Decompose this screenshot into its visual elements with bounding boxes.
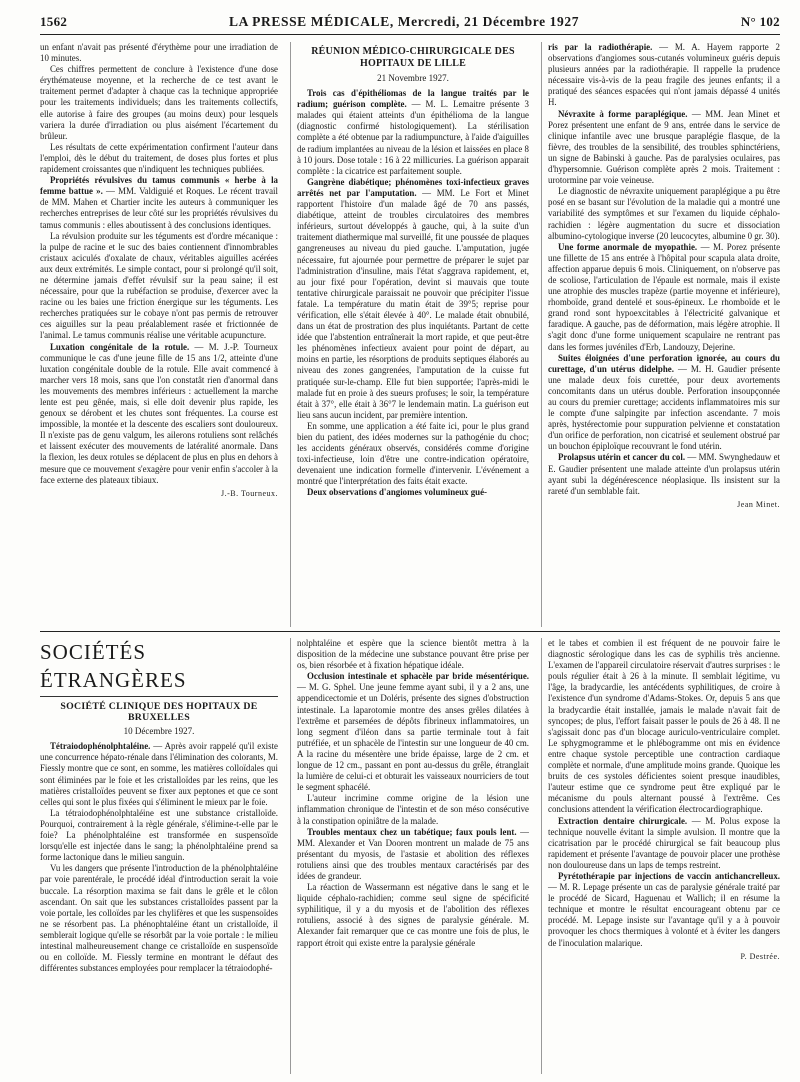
top-column-2 (290, 42, 529, 627)
top-column-1 (40, 42, 278, 627)
paragraph (297, 671, 529, 793)
paragraph (40, 175, 278, 230)
paragraph-text: Ces chiffres permettent de conclure à l'existence d'une dose érythémateuse moyenne, et la recherche de ce test avant le traitement permet d'adapter à chaque cas la technique appropriée pour les traitements individuels; dans les traitements collectifs, elle autorise à faire des groupes (au moins deux) pour lesquels variera la durée d'irradiation ou plus aisément l'écartement du brûleur. (40, 64, 278, 141)
paragraph (40, 64, 278, 142)
paragraph (297, 421, 529, 488)
top-column-3 (541, 42, 780, 627)
paragraph (40, 342, 278, 486)
journal-title: LA PRESSE MÉDICALE, Mercredi, 21 Décembre 1927 (228, 14, 580, 29)
newspaper-page (40, 14, 780, 1074)
paragraph-text: La réaction de Wassermann est négative dans le sang et le liquide céphalo-rachidien; comme seul signe de spécificité syphilitique, il y a du myosis et de l'abolition des réflexes rotuliens, associé à des signes de paralysie générale. M. Alexander fait remarquer que ce cas montre une fois de plus, le rapport étroit qui existe entre la paralysie générale (297, 882, 529, 948)
paragraph (40, 42, 278, 64)
paragraph (548, 452, 780, 496)
paragraph (40, 142, 278, 175)
paragraph-title: Une forme anormale de myopathie. (558, 241, 698, 252)
paragraph (297, 177, 529, 421)
paragraph (297, 827, 529, 882)
paragraph-text: — M. A. Hayem rapporte 2 observations d'angiomes sous-cutanés volumineux guéris depuis plusieurs années par la radiothérapie. Il rappelle la prudence nécessaire vis-à-vis de la peau fragile des jeunes enfants; il a pratiqué des séances espacées qui n'ont jamais dépassé 4 unités H. (548, 42, 780, 108)
top-columns (40, 42, 780, 627)
bottom-column-1 (40, 638, 278, 1074)
paragraph-text: — MM. Jean Minet et Porez présentent une enfant de 9 ans, entrée dans le service de clinique infantile avec une brusque paraplégie flasque, de la fièvre, des troubles de la sensibilité, des troubles sphinctériens, un signe de Babinski à gauche. Pas de paralysies oculaires, pas d'hypersomnie. Guérison complète après 2 mois. Traitement : urotormine par voie veineuse. (548, 108, 780, 186)
issue-number: N° 102 (740, 14, 780, 29)
paragraph-text: nolphtaléine et espère que la science bientôt mettra à la disposition de la médecine une substance pouvant être prise per os, bien résorbée et à fixation hépatique idéale. (297, 638, 529, 671)
paragraph (548, 186, 780, 241)
paragraph-title: Suites éloignées d'une perforation ignorée, au cours du curettage, d'un utérus didelphe. (548, 352, 780, 374)
paragraph-title: Névraxite à forme paraplégique. (558, 108, 688, 119)
paragraph-text: — M. R. Lepage présente un cas de paralysie générale traité par le procédé de Sicard, Haguenau et Wallich; il en résume la technique et montre le résultat encourageant obtenu par ce procédé. M. Lepage insiste sur l'avantage qu'il y a à pouvoir provoquer les chocs thermiques à volonté et à éviter les dangers de l'inoculation malarique. (548, 882, 780, 948)
bottom-column-2 (290, 638, 529, 1074)
paragraph (40, 808, 278, 863)
paragraph-text: — M. J.-P. Tourneux communique le cas d'une jeune fille de 15 ans 1/2, atteinte d'une luxation congénitale double de la rotule. Elle avait commencé à marcher vers 18 mois, sans que l'on constatât rien d'anormal dans les mouvements des membres inférieurs : actuellement la marche lente est peu gênée, mais, si elle doit devenir plus rapide, les genoux se dérobent et les chutes sont fréquentes. La course est impossible, la montée et la descente des escaliers sont douloureux. Il n'existe pas de genu valgum, les ailerons rotuliens sont relâchés et laissent exécuter des mouvements de latéralité anormale. Dans la flexion, les deux rotules se déplacent de plus en plus en dehors à mesure que ce mouvement s'exagère pour venir enfin s'accoler à la face externe des plateaux tibiaux. (40, 341, 278, 485)
paragraph-title: Gangrène diabétique; phénomènes toxi-infectieux graves arrêtés net par l'amputation. (297, 176, 529, 198)
paragraph-text: En somme, une application a été faite ici, pour le plus grand bien du patient, des idées modernes sur la pathogénie du choc; les accidents généraux observés, considérés comme d'origine toxi-infectieuse, loin d'être une contre-indication opératoire, devenaient une indication formelle d'intervenir. L'événement a montré que l'interprétation des faits était exacte. (297, 420, 529, 487)
paragraph-text: un enfant n'avait pas présenté d'érythème pour une irradiation de 10 minutes. (40, 42, 278, 64)
paragraph-title: Occlusion intestinale et sphacèle par bride mésentérique. (307, 671, 529, 682)
paragraph-text: La révulsion produite sur les téguments est d'ordre mécanique : la pulpe de racine et le suc des baies contiennent d'innombrables cristaux aciculés d'oxalate de chaux, véritables aiguilles acérées aux deux extrémités. Le simple contact, pour si prolongé qu'il soit, ne détermine jamais d'effet révulsif sur la peau saine; il est nécessaire, pour que la rubéfaction se produise, d'exercer avec la racine ou les baies une friction énergique sur les téguments. Les recherches pratiquées sur le cobaye n'ont pas permis de retrouver ces aiguilles sur la peau préalablement rasée et frictionnée de l'animal. Le tamus communis réalise une véritable acupuncture. (40, 230, 278, 341)
paragraph-title: Luxation congénitale de la rotule. (50, 341, 190, 352)
paragraph-text: — M. H. Gaudier présente une malade deux fois curettée, pour deux avortements concomitants dans un utérus double. Perforation insoupçonnée au cours du premier curettage; accidents inflammatoires mis sur le compte d'une salpingite par infection ascendante. 7 mois après, hystérectomie pour suppuration pelvienne et constatation d'un orifice de perforation, non cicatrisé et seulement obstrué par un bouchon épiploïque recouvrant le fond utérin. (548, 363, 780, 452)
paragraph-text: et le tabes et combien il est fréquent de ne pouvoir faire le diagnostic sérologique dans les cas de syphilis très ancienne. L'examen de l'appareil circulatoire réservait d'autres surprises : le pouls régulier était à 26 à la minute. Il semblait légitime, vu l'âge, la bradycardie, les antécédents syphilitiques, de croire à l'existence d'un syndrome d'Adams-Stokes. Or, depuis 5 ans que la bradycardie était installée, jamais le malade n'avait fait de syncopes; de plus, l'effort faisait passer le pouls de 26 à 48. Il ne s'agissait donc pas d'un blocage auriculo-ventriculaire complet. Le sphygmogramme et le phlébogramme ont mis en évidence entre chaque systole perceptible une contraction cardiaque complète et normale, d'une amplitude moins grande. Quoique les bruits de ces systoles déficientes soient presque inaudibles, l'auteur estime que ce syndrome peut être expliqué par le mécanisme du pouls alternant poussé à l'extrême. Ces conclusions attendent la vérification électrocardiographique. (548, 638, 780, 815)
paragraph (40, 863, 278, 974)
paragraph-text: La tétraiodophénolphtaléine est une substance cristalloïde. Pourquoi, contrairement à la règle générale, s'élimine-t-elle par le foie? La phénolphtaléine est transformée en suspensoïde lorsqu'elle est injectée dans le sang; la phénolphtaléine prend sa forme lactonique dans le milieu sanguin. (40, 807, 278, 863)
paragraph (297, 638, 529, 671)
paragraph-text: — MM. Valdiguié et Roques. Le récent travail de MM. Mahen et Chartier incite les auteurs à communiquer les recherches entreprises de leur côté sur les propriétés révulsives du tamus communis : elles aboutissent à des conclusions identiques. (40, 186, 278, 230)
paragraph-text: — MM. Swynghedauw et E. Gaudier présentent une malade atteinte d'un prolapsus utérin ayant subi la dégénérescence néoplasique. Ils insistent sur la rareté d'un semblable fait. (548, 452, 780, 496)
paragraph-text: — M. Porez présente une fillette de 15 ans entrée à l'hôpital pour scapula alata droite, affection apparue depuis 6 mois. Cliniquement, on n'observe pas de scoliose, l'articulation de l'épaule est normale, mais il existe une atrophie des muscles trapèze (partie moyenne et inférieure), rhomboïde, grand dentelé et sous-épineux. Le rhomboïde et le grand rond sont hypoexcitables à l'électricité galvanique et faradique. A gauche, pas de déformation, mais légère atrophie. Il s'agit donc d'une forme uniquement scapulaire ne rentrant pas dans les formes juvéniles d'Erb, Landouzy, Dejerine. (548, 241, 780, 352)
author-signature: P. Destrée. (740, 951, 780, 961)
paragraph (40, 231, 278, 342)
foreign-societies-heading: SOCIÉTÉS ÉTRANGÈRES (40, 638, 278, 697)
author-signature: J.-B. Tourneux. (220, 488, 278, 498)
paragraph-text: L'auteur incrimine comme origine de la lésion une inflammation chronique de l'intestin et de son méso consécutive à la constipation opiniâtre de la malade. (297, 793, 529, 826)
paragraph-text: Les résultats de cette expérimentation confirment l'auteur dans l'emploi, dès le début du traitement, de doses plus fortes et plus rapidement croissantes que n'indiquent les techniques publiées. (40, 141, 278, 175)
paragraph (297, 793, 529, 826)
paragraph-text: — M. L. Lemaitre présente 3 malades qui étaient atteints d'un épithélioma de la langue (diagnostic confirmé histologiquement). La stérilisation complète a été obtenue par la radiumpuncture, à l'aide d'aiguilles de radium implantées au niveau de la lésion et laissées en place 8 à 10 jours. Dose totale : 16 à 22 millicuries. La guérison apparait complète : la cicatrice est parfaitement souple. (297, 99, 529, 176)
paragraph-title: Pyrétothérapie par injections de vaccin antichancrelleux. (558, 870, 780, 881)
bottom-columns (40, 638, 780, 1074)
paragraph-title: Tétraiodophénolphtaléine. (50, 741, 151, 752)
paragraph (297, 88, 529, 177)
paragraph-title: Propriétés révulsives du tamus communis « herbe à la femme battue ». (40, 175, 278, 197)
paragraph (548, 638, 780, 816)
paragraph-title: ris par la radiothérapie. (548, 42, 653, 52)
paragraph (548, 871, 780, 949)
paragraph (297, 487, 529, 498)
paragraph (548, 109, 780, 187)
bottom-column-3 (541, 638, 780, 1074)
paragraph (548, 353, 780, 453)
paragraph (548, 816, 780, 871)
paragraph (548, 242, 780, 353)
paragraph-text: Le diagnostic de névraxite uniquement paraplégique a pu être posé en se basant sur l'évolution de la maladie qui a montré une variabilité des symptômes et sur l'examen du liquide céphalo-rachidien : légère augmentation du sucre et dissociation albumino-cytologique inverse (20 leucocytes, albumine 0 gr. 30). (548, 186, 780, 241)
section-title-lille: RÉUNION MÉDICO-CHIRURGICALE DES HOPITAUX DE LILLE (311, 46, 515, 69)
paragraph-text: Vu les dangers que présente l'introduction de la phénolphtaléine par voie parentérale, le procédé idéal d'introduction serait la voie buccale. La résorption maxima se fait dans le grêle et le côlon ascendant. On sait que les substances cristalloïdes passent par la voie portale, les colloïdes par les chylifères et que les suspensoïdes ne se résorbent pas. La phénophtaléine étant un cristalloïde, il semblerait logique qu'elle se résorbât par la voie portale : le milieu intestinal malheureusement change ce cristalloïde en suspensoïde ou en colloïde. M. Fiessly termine en montrant le défaut des différentes substances employées pour remplacer la tétraiodophé- (40, 863, 278, 974)
page-header (40, 14, 780, 35)
paragraph (297, 882, 529, 949)
paragraph (548, 42, 780, 109)
brussels-society-title: SOCIÉTÉ CLINIQUE DES HOPITAUX DE BRUXELLES (60, 701, 258, 724)
paragraph-text: — MM. Alexander et Van Dooren montrent un malade de 75 ans présentant du myosis, de l'astasie et abolition des réflexes rotuliens ainsi que des troubles mentaux caractérisés par des idées de grandeur. (297, 826, 529, 881)
author-signature: Jean Minet. (737, 499, 780, 509)
paragraph-title: Prolapsus utérin et cancer du col. (558, 452, 686, 463)
paragraph-text: — MM. Le Fort et Minet rapportent l'histoire d'un malade âgé de 70 ans passés, diabétique, atteint de troubles circulatoires des membres inférieurs, surtout développés à gauche, qui, à la suite d'un traitement diathermique mal surveillé, fit une poussée de plaques gangreneuses au niveau du pied gauche. L'amputation, jugée nécessaire, fut ajournée pour permettre de préparer le sujet par l'administration d'insuline, mais l'état s'aggrava rapidement, et, au jour fixé pour l'opération, devint si mauvais que toute tentative chirurgicale paraissait ne pouvoir que précipiter l'issue fatale. La température du matin était de 39°5; reprise pour vérification, elle s'était élevée à 40°. Le malade était obnubilé, dans un état de prostration des plus inquiétants. Partant de cette idée que l'abstention entraînerait la mort rapide, et que peut-être les phénomènes infectieux avaient pour point de départ, au moins en partie, les résorptions de produits septiques élaborés au niveau des zones gangrenées, l'amputation de la cuisse fut pratiquée sur-le-champ. Elle fut bien supportée; l'après-midi le malade fut en proie à des sueurs profuses; le soir, la température était à 37°, elle était à 36°7 le lendemain matin. La guérison eut lieu sans aucun incident, par première intention. (297, 187, 529, 420)
brussels-date: 10 Décembre 1927. (123, 726, 195, 737)
section-date-lille: 21 Novembre 1927. (377, 73, 449, 83)
page-number: 1562 (40, 14, 68, 29)
paragraph-title: Deux observations d'angiomes volumineux gué- (307, 487, 487, 498)
paragraph-text: — M. G. Sphel. Une jeune femme ayant subi, il y a 2 ans, une appendicectomie et un Doléris, présente des signes d'obstruction intestinale. La laparotomie montre des anses grêles dilatées à l'extrême et parsemées de dépôts fibrineux inflammatoires, un long segment d'iléon dans sa partie terminale tout à fait putréfiée, et un sphacèle de l'intestin sur une longueur de 40 cm. A la racine du mésentère une bride épaisse, large de 2 cm. et longue de 12 cm., passant en pont au-dessus du grêle, étranglait la lumière de celui-ci et obturait les vaisseaux nourriciers de tout le segment sphacélé. (297, 682, 529, 793)
section-divider (40, 631, 780, 632)
paragraph-text: — Après avoir rappelé qu'il existe une concurrence hépato-rénale dans l'élimination des colorants, M. Fiessly montre que ce sont, en somme, les matières colloïdales qui sont éliminées par le foie et les cristalloïdes par les reins, que les matières cristalloïdes peuvent se fixer aux peptones et que ce sont celles qui sont le plus fixées qui s'éliminent le mieux par le foie. (40, 741, 278, 807)
paragraph-text: — M. Polus expose la technique nouvelle évitant la simple avulsion. Il montre que la cicatrisation par le procédé chirurgical se fait beaucoup plus rapidement et présente l'avantage de pouvoir placer une prothèse non douloureuse dans un laps de temps restreint. (548, 815, 780, 870)
paragraph-title: Extraction dentaire chirurgicale. (558, 815, 688, 826)
paragraph (40, 741, 278, 808)
paragraph-title: Troubles mentaux chez un tabétique; faux pouls lent. (307, 826, 517, 837)
paragraph-title: Trois cas d'épithéliomas de la langue traités par le radium; guérison complète. (297, 88, 529, 110)
